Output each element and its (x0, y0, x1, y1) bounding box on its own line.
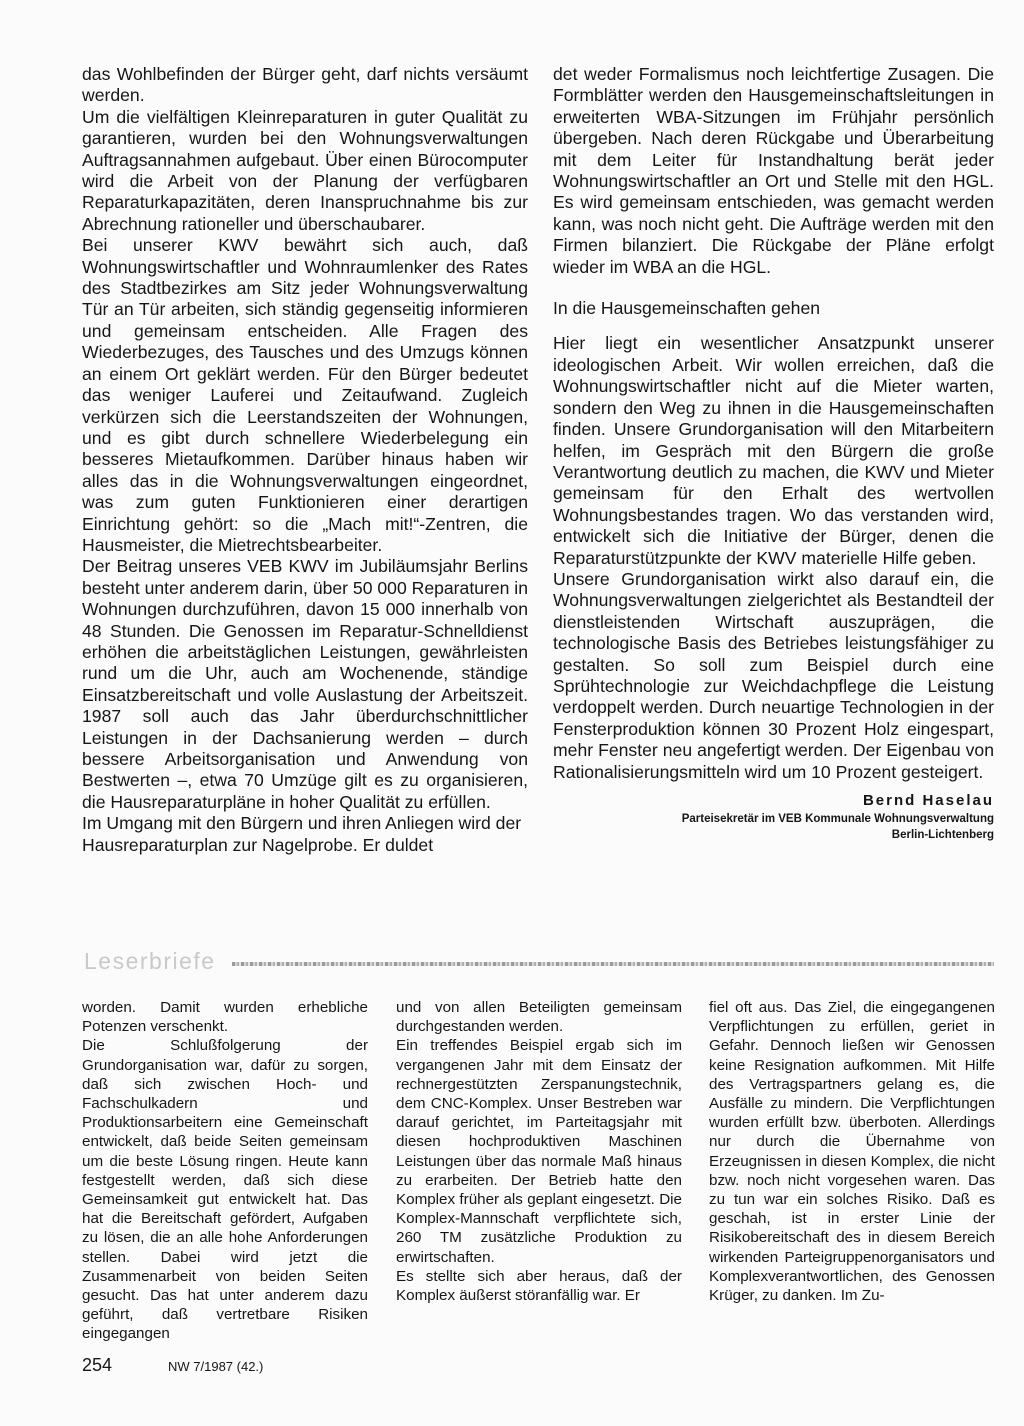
article-paragraph: Um die vielfältigen Kleinreparaturen in guter Qualität zu garantieren, wurden bei den Wohnungsverwaltungen Auftragsannahmen aufgebaut. Über einen Bürocomputer wird die Arbeit von der Planung der verfügbaren Reparaturkapazitäten, deren Inanspruchnahme bis zur Abrechnung rationeller und überschaubarer. (82, 106, 528, 234)
article-paragraph: det weder Formalismus noch leichtfertige Zusagen. Die Formblätter werden den Hausgemeinschaftsleitungen in erweiterten WBA-Sitzungen im Frühjahr persönlich übergeben. Nach deren Rückgabe und Überarbeitung mit dem Leiter für Instandhaltung berät jeder Wohnungswirtschaftler an Ort und Stelle mit den HGL. Es wird gemeinsam entschieden, was gemacht werden kann, was noch nicht geht. Die Aufträge werden mit den Firmen bilanziert. Die Rückgabe der Pläne erfolgt wieder im WBA an die HGL. (553, 64, 994, 277)
article-paragraph: Hier liegt ein wesentlicher Ansatzpunkt unserer ideologischen Arbeit. Wir wollen erreichen, daß die Wohnungswirtschaftler nicht auf die Mieter warten, sondern den Weg zu ihnen in die Hausgemeinschaften finden. Unsere Grundorganisation will den Mitarbeitern helfen, im Gespräch mit den Bürgern die große Verantwortung deutlich zu machen, die KWV und Mieter gemeinsam für den Erhalt des wertvollen Wohnungsbestandes tragen. Wo das verstanden wird, entwickelt sich die Initiative der Bürger, denen die Reparaturstützpunkte der KWV materielle Hilfe geben. (553, 333, 994, 568)
letter-paragraph: Es stellte sich aber heraus, daß der Komplex äußerst störanfällig war. Er (396, 1267, 682, 1305)
letter-paragraph: fiel oft aus. Das Ziel, die eingegangenen Verpflichtungen zu erfüllen, geriet in Gefahr. Dennoch ließen wir Genossen keine Resignation aufkommen. Mit Hilfe des Vertragspartners gelang es, die Ausfälle zu mindern. Die Verpflichtungen wurden erfüllt bzw. überboten. Allerdings nur durch die Übernahme von Erzeugnissen in diesen Komplex, die nicht bzw. noch nicht vorgesehen waren. Das zu tun war ein solches Risiko. Daß es geschah, ist in erster Linie der Risikobereitschaft des in diesem Bereich wirkenden Parteigruppenorganisators und Komplexverantwortlichen, des Genossen Krüger, zu danken. Im Zu- (709, 999, 995, 1305)
letters-column-2 (396, 998, 682, 1305)
letter-paragraph: Die Schlußfolgerung der Grundorganisation war, dafür zu sorgen, daß sich zwischen Hoch- und Fachschulkadern und Produktionsarbeitern eine Gemeinschaft entwickelt, daß beide Seiten gemeinsam um die beste Lösung ringen. Heute kann festgestellt werden, daß sich diese Gemeinsamkeit gut entwickelt hat. Das hat die Bereitschaft gefördert, Aufgaben zu lösen, die an alle hohe Anforderungen stellen. Dabei wird jetzt die Zusammenarbeit von beiden Seiten gesucht. Das hat unter anderem dazu geführt, daß vertretbare Risiken eingegangen (82, 1037, 368, 1343)
author-name: Bernd Haselau (862, 792, 994, 809)
section-heading: In die Hausgemeinschaften gehen (553, 298, 821, 319)
article-column-right (553, 64, 994, 843)
letter-paragraph: worden. Damit wurden erhebliche Potenzen verschenkt. (82, 999, 368, 1036)
author-role: Parteisekretär im VEB Kommunale Wohnungsverwaltung (681, 813, 994, 825)
letter-paragraph: und von allen Beteiligten gemeinsam durchgestanden werden. (396, 999, 682, 1036)
page-number: 254 (82, 1355, 113, 1375)
article-paragraph: das Wohlbefinden der Bürger geht, darf nichts versäumt werden. (82, 64, 528, 106)
issue-reference: NW 7/1987 (42.) (168, 1359, 264, 1374)
article-column-left (82, 64, 528, 856)
section-label-leserbriefe: Leserbriefe (84, 948, 216, 974)
letters-column-3 (709, 998, 995, 1305)
article-paragraph: Bei unserer KWV bewährt sich auch, daß Wohnungswirtschaftler und Wohnraumlenker des Rates des Stadtbezirkes am Sitz jeder Wohnungsverwaltung Tür an Tür arbeiten, sich ständig gegenseitig informieren und gemeinsam entscheiden. Alle Fragen des Wiederbezuges, des Tausches und des Umzugs können an einem Ort geklärt werden. Für den Bürger bedeutet das weniger Lauferei und Zeitaufwand. Zugleich verkürzen sich die Leerstandszeiten der Wohnungen, und es gibt durch schnellere Wiederbelegung ein besseres Mietaufkommen. Darüber hinaus haben wir alles das in die Wohnungsverwaltungen eingeordnet, was zum guten Funktionieren einer derartigen Einrichtung gehört: so die „Mach mit!“-Zentren, die Hausmeister, die Mietrechtsbearbeiter. (82, 235, 528, 555)
letters-column-1 (82, 998, 368, 1344)
article-paragraph: Der Beitrag unseres VEB KWV im Jubiläumsjahr Berlins besteht unter anderem darin, über 50 000 Reparaturen in Wohnungen durchzuführen, davon 15 000 innerhalb von 48 Stunden. Die Genossen im Reparatur-Schnelldienst erhöhen die arbeitstäglichen Leistungen, gewährleisten rund um die Uhr, auch am Wochenende, ständige Einsatzbereitschaft und volle Auslastung der Arbeitszeit. 1987 soll auch das Jahr überdurchschnittlicher Leistungen in der Dachsanierung werden – durch bessere Arbeitsorganisation und Anwendung von Bestwerten –, etwa 70 Umzüge gilt es zu organisieren, die Hausreparaturpläne in hoher Qualität zu erfüllen. (82, 556, 529, 812)
author-location: Berlin-Lichtenberg (891, 829, 994, 841)
section-divider (232, 962, 994, 966)
article-paragraph: Unsere Grundorganisation wirkt also darauf ein, die Wohnungsverwaltungen zielgerichtet als Bestandteil der dienstleistenden Wirtschaft auszuprägen, die technologische Basis des Betriebes leistungsfähiger zu gestalten. So soll zum Beispiel durch eine Sprühtechnologie zur Weichdachpflege die Leistung verdoppelt werden. Durch neuartige Technologien in der Fensterproduktion können 30 Prozent Holz eingespart, mehr Fenster neu angefertigt werden. Der Eigenbau von Rationalisierungsmitteln wird um 10 Prozent gesteigert. (553, 568, 994, 782)
article-paragraph: Im Umgang mit den Bürgern und ihren Anliegen wird der Hausreparaturplan zur Nagelprobe. Er duldet (82, 813, 522, 855)
letter-paragraph: Ein treffendes Beispiel ergab sich im vergangenen Jahr mit dem Einsatz der rechnergestützten Zerspanungstechnik, dem CNC-Komplex. Unser Bestreben war darauf gerichtet, im Parteitagsjahr mit diesen hochproduktiven Maschinen Leistungen über das normale Maß hinaus zu erarbeiten. Der Betrieb hatte den Komplex früher als geplant eingesetzt. Die Komplex-Mannschaft verpflichtete sich, 260 TM zusätzliche Produktion zu erwirtschaften. (396, 1037, 682, 1266)
